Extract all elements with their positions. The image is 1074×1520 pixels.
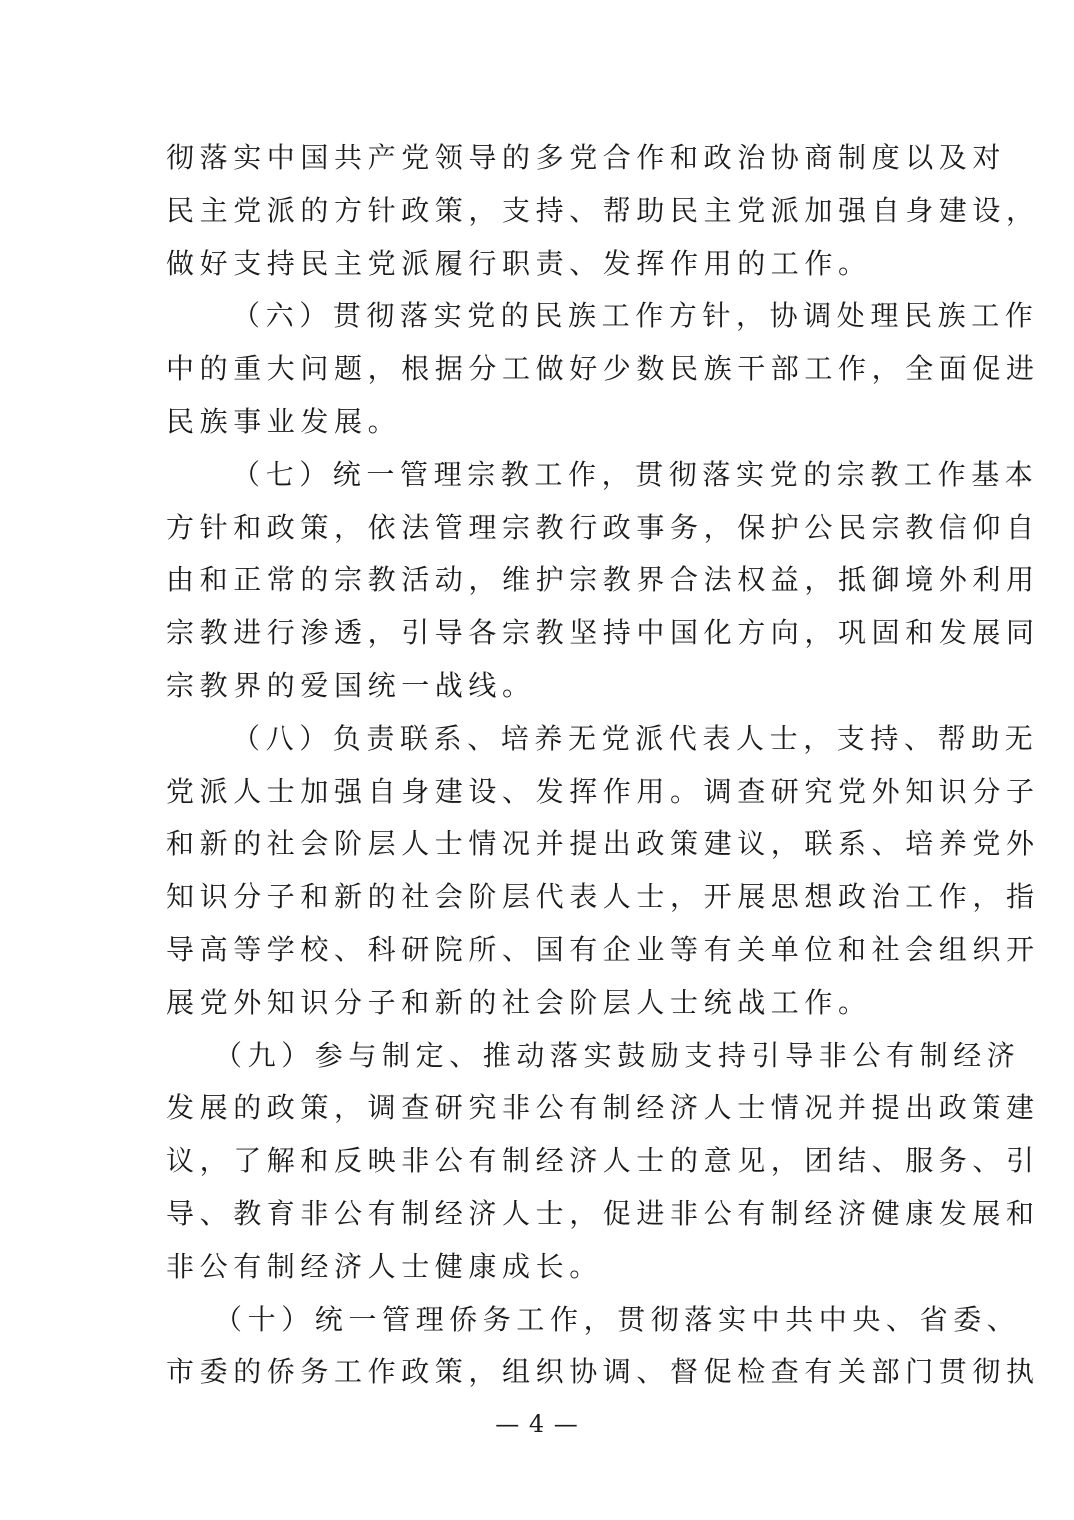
text-line: （九）参与制定、推动落实鼓励支持引导非公有制经济 xyxy=(214,1038,1021,1072)
text-line: （六）贯彻落实党的民族工作方针，协调处理民族工作 xyxy=(232,299,1039,333)
text-line: 由和正常的宗教活动，维护宗教界合法权益，抵御境外利用 xyxy=(166,563,1040,597)
text-line: 党派人士加强自身建设、发挥作用。调查研究党外知识分子 xyxy=(166,774,1040,808)
text-line: 导高等学校、科研院所、国有企业等有关单位和社会组织开 xyxy=(166,932,1040,966)
paragraph-6 xyxy=(166,290,1040,448)
text-line: （八）负责联系、培养无党派代表人士，支持、帮助无 xyxy=(232,721,1039,755)
paragraph-8 xyxy=(166,713,1040,1030)
text-line: 知识分子和新的社会阶层代表人士，开展思想政治工作，指 xyxy=(166,880,1040,914)
text-line: 议，了解和反映非公有制经济人士的意见，团结、服务、引 xyxy=(166,1144,1040,1178)
paragraph-continuation xyxy=(166,132,1040,290)
text-line: 中的重大问题，根据分工做好少数民族干部工作，全面促进 xyxy=(166,352,1040,386)
text-line: （十）统一管理侨务工作，贯彻落实中共中央、省委、 xyxy=(214,1302,1021,1336)
text-line: 方针和政策，依法管理宗教行政事务，保护公民宗教信仰自 xyxy=(166,510,1040,544)
page-number: — 4 — xyxy=(495,1410,579,1438)
document-body xyxy=(166,132,1040,1399)
paragraph-10 xyxy=(166,1294,1040,1400)
text-line: 民族事业发展。 xyxy=(166,404,402,438)
text-line: 展党外知识分子和新的社会阶层人士统战工作。 xyxy=(166,985,872,1019)
text-line: 非公有制经济人士健康成长。 xyxy=(166,1249,603,1283)
text-line: 和新的社会阶层人士情况并提出政策建议，联系、培养党外 xyxy=(166,827,1040,861)
text-line: 彻落实中国共产党领导的多党合作和政治协商制度以及对 xyxy=(166,141,1007,174)
paragraph-9 xyxy=(166,1030,1040,1294)
text-line: 导、教育非公有制经济人士，促进非公有制经济健康发展和 xyxy=(166,1196,1040,1230)
text-line: （七）统一管理宗教工作，贯彻落实党的宗教工作基本 xyxy=(232,457,1039,491)
text-line: 市委的侨务工作政策，组织协调、督促检查有关部门贯彻执 xyxy=(166,1355,1040,1389)
text-line: 宗教进行渗透，引导各宗教坚持中国化方向，巩固和发展同 xyxy=(166,616,1040,650)
text-line: 发展的政策，调查研究非公有制经济人士情况并提出政策建 xyxy=(166,1091,1040,1125)
text-line: 民主党派的方针政策，支持、帮助民主党派加强自身建设， xyxy=(166,193,1040,227)
text-line: 做好支持民主党派履行职责、发挥作用的工作。 xyxy=(166,246,872,280)
paragraph-7 xyxy=(166,449,1040,713)
text-line: 宗教界的爱国统一战线。 xyxy=(166,668,536,702)
